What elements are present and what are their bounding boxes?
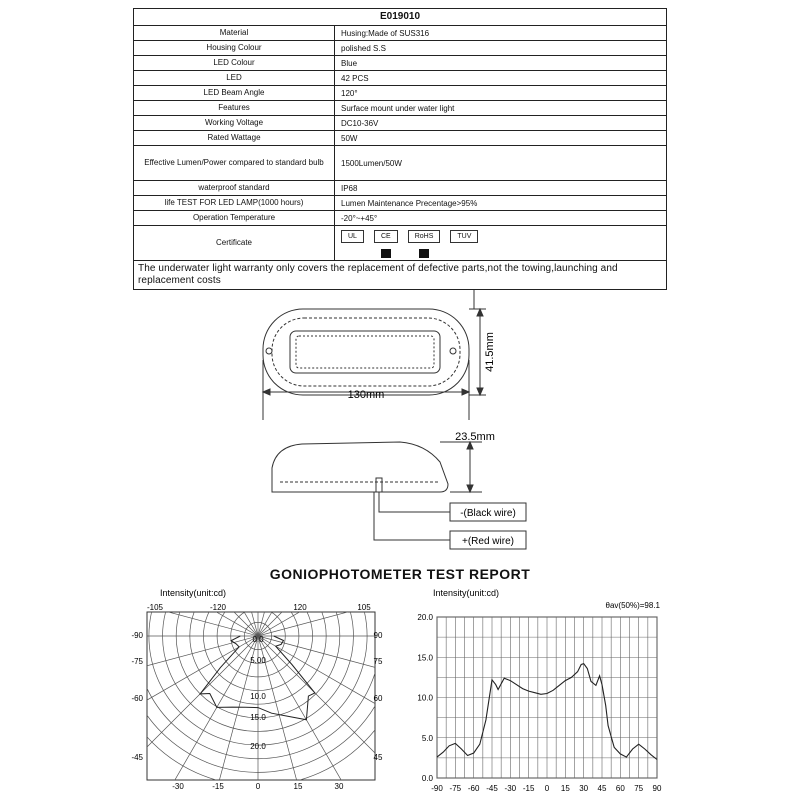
x-tick-label: 30 xyxy=(579,784,589,793)
x-tick-label: 15 xyxy=(560,784,570,793)
y-tick-label: 15.0 xyxy=(417,653,433,663)
spec-value: 50W xyxy=(341,133,358,143)
polar-angle-label: 105 xyxy=(357,603,371,612)
spec-value: 42 PCS xyxy=(341,73,369,83)
x-tick-label: 45 xyxy=(597,784,607,793)
polar-angle-label: -30 xyxy=(172,782,184,791)
spec-label: Effective Lumen/Power compared to standard bulb xyxy=(134,146,335,180)
polar-angle-label: 120 xyxy=(293,603,307,612)
certificate-box: UL xyxy=(341,230,364,243)
spec-value: IP68 xyxy=(341,183,358,193)
polar-angle-label: -120 xyxy=(209,603,227,612)
black-wire-label: -(Black wire) xyxy=(460,508,516,519)
y-tick-label: 10.0 xyxy=(417,693,433,703)
spec-label: LED Colour xyxy=(134,56,335,70)
line-chart-title: Intensity(unit:cd) xyxy=(433,588,500,598)
warranty-note: The underwater light warranty only covers the replacement of defective parts,not the towing,launching and replacement costs xyxy=(138,263,618,286)
spec-label: LED xyxy=(134,71,335,85)
line-ticks xyxy=(417,613,662,793)
spec-label: Rated Wattage xyxy=(134,131,335,145)
x-tick-label: -75 xyxy=(449,784,462,793)
spec-value: Husing:Made of SUS316 xyxy=(341,28,430,38)
polar-angle-label: -75 xyxy=(131,657,143,666)
certificate-box: CE xyxy=(374,230,398,243)
certificate-label: Certificate xyxy=(134,226,335,260)
spec-value: -20°~+45° xyxy=(341,213,378,223)
polar-angle-label: 60 xyxy=(373,694,383,703)
width-label: 41.5mm xyxy=(484,332,496,372)
polar-radial-label: 5.00 xyxy=(250,656,266,665)
spec-label: LED Beam Angle xyxy=(134,86,335,100)
spec-value: DC10-36V xyxy=(341,118,379,128)
x-tick-label: 90 xyxy=(652,784,662,793)
polar-angle-label: -15 xyxy=(212,782,224,791)
spec-label: Working Voltage xyxy=(134,116,335,130)
length-label: 130mm xyxy=(347,389,385,401)
red-wire-label: +(Red wire) xyxy=(462,536,514,547)
spec-value: 120° xyxy=(341,88,358,98)
x-tick-label: 75 xyxy=(634,784,644,793)
polar-angle-label: 90 xyxy=(373,631,383,640)
y-tick-label: 20.0 xyxy=(417,613,433,622)
polar-angle-label: -90 xyxy=(131,631,143,640)
x-tick-label: 60 xyxy=(615,784,625,793)
x-tick-label: -15 xyxy=(522,784,535,793)
polar-radial-label: 20.0 xyxy=(250,742,266,751)
polar-radial-label: 10.0 xyxy=(250,692,266,701)
spec-label: Material xyxy=(134,26,335,40)
x-tick-label: -60 xyxy=(467,784,480,793)
y-tick-label: 5.0 xyxy=(421,733,433,743)
polar-radial-label: 15.0 xyxy=(250,713,266,722)
spec-label: Features xyxy=(134,101,335,115)
line-grid xyxy=(437,617,657,778)
y-tick-label: 0.0 xyxy=(421,774,433,783)
polar-angle-label: 30 xyxy=(334,782,344,791)
report-title: GONIOPHOTOMETER TEST REPORT xyxy=(269,566,531,582)
polar-angle-label: 75 xyxy=(373,657,383,666)
polar-chart-title: Intensity(unit:cd) xyxy=(160,588,227,598)
spec-value: polished S.S xyxy=(341,43,386,53)
spec-value: Lumen Maintenance Precentage>95% xyxy=(341,198,478,208)
spec-label: Housing Colour xyxy=(134,41,335,55)
x-tick-label: -45 xyxy=(486,784,498,793)
certificate-box: RoHS xyxy=(408,230,441,243)
polar-radial-label: 0.0 xyxy=(252,635,264,644)
spec-value: Blue xyxy=(341,58,358,68)
x-tick-label: -30 xyxy=(504,784,517,793)
spec-value: Surface mount under water light xyxy=(341,103,455,113)
certificate-box: TUV xyxy=(450,230,478,243)
polar-angle-label: 15 xyxy=(293,782,303,791)
height-label: 23.5mm xyxy=(455,431,495,443)
x-tick-label: -90 xyxy=(431,784,443,793)
polar-angle-label: -45 xyxy=(131,753,143,762)
line-chart-annotation: θav(50%)=98.1 xyxy=(605,601,660,610)
spec-label: waterproof standard xyxy=(134,181,335,195)
polar-angle-label: 0 xyxy=(255,782,261,791)
polar-angle-label: -105 xyxy=(146,603,164,612)
polar-angle-label: -60 xyxy=(131,694,143,703)
spec-value: 1500Lumen/50W xyxy=(341,158,402,168)
model-number: E019010 xyxy=(134,9,666,26)
spec-label: life TEST FOR LED LAMP(1000 hours) xyxy=(134,196,335,210)
polar-angle-label: 45 xyxy=(373,753,383,762)
x-tick-label: 0 xyxy=(544,784,550,793)
spec-label: Operation Temperature xyxy=(134,211,335,225)
